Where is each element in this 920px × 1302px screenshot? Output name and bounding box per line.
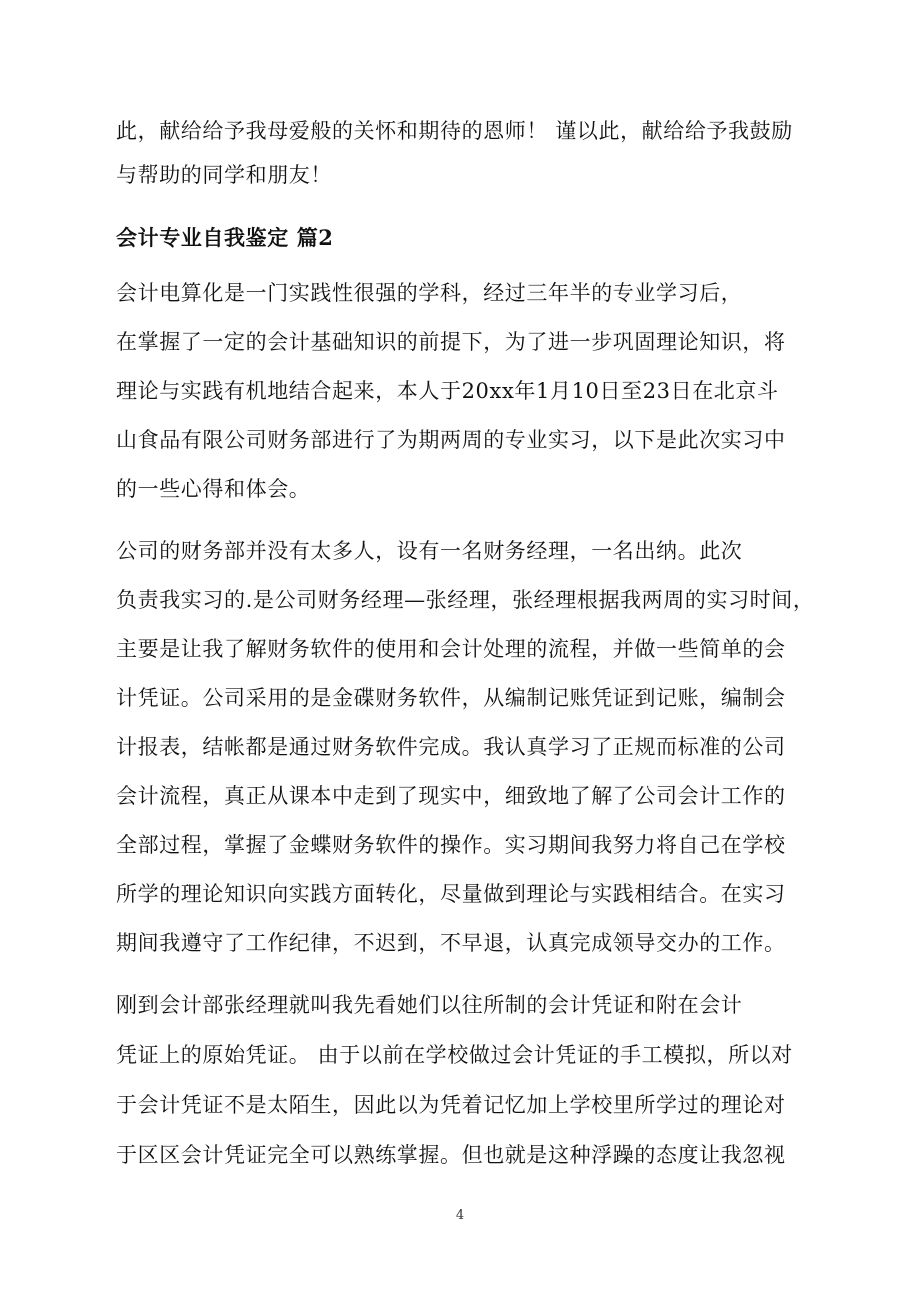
text-line: 山食品有限公司财务部进行了为期两周的专业实习，以下是此次实习中	[116, 428, 786, 452]
paragraph-start-line: 刚到会计部张经理就叫我先看她们以往所制的会计凭证和附在会计	[116, 993, 743, 1017]
text-line: 全部过程，掌握了金蝶财务软件的操作。实习期间我努力将自己在学校	[116, 833, 786, 857]
text-line: 与帮助的同学和朋友！	[116, 163, 332, 187]
text-line: 期间我遵守了工作纪律，不迟到，不早退，认真完成领导交办的工作。	[116, 931, 786, 955]
text-line: 会计流程，真正从课本中走到了现实中，细致地了解了公司会计工作的	[116, 784, 786, 808]
text-line: 计报表，结帐都是通过财务软件完成。我认真学习了正规而标准的公司	[116, 735, 786, 759]
text-line: 理论与实践有机地结合起来，本人于20xx年1月10日至23日在北京斗	[116, 379, 779, 403]
text-line: 计凭证。公司采用的是金碟财务软件，从编制记账凭证到记账，编制会	[116, 686, 786, 710]
text-line: 所学的理论知识向实践方面转化，尽量做到理论与实践相结合。在实习	[116, 882, 786, 906]
text-line: 的一些心得和体会。	[116, 477, 311, 501]
text-line: 于区区会计凭证完全可以熟练掌握。但也就是这种浮躁的态度让我忽视	[116, 1143, 786, 1167]
text-line: 在掌握了一定的会计基础知识的前提下，为了进一步巩固理论知识，将	[116, 330, 786, 354]
paragraph-start-line: 公司的财务部并没有太多人，设有一名财务经理，一名出纳。此次	[116, 539, 743, 563]
text-line: 负责我实习的.是公司财务经理—张经理，张经理根据我两周的实习时间，	[116, 588, 815, 612]
text-line: 凭证上的原始凭证。 由于以前在学校做过会计凭证的手工模拟，所以对	[116, 1043, 793, 1067]
page-number: 4	[455, 1208, 465, 1223]
text-line: 于会计凭证不是太陌生，因此以为凭着记忆加上学校里所学过的理论对	[116, 1093, 786, 1117]
text-line: 此，献给给予我母爱般的关怀和期待的恩师！ 谨以此，献给给予我鼓励	[116, 119, 793, 143]
paragraph-start-line: 会计电算化是一门实践性很强的学科，经过三年半的专业学习后，	[116, 281, 743, 305]
section-heading: 会计专业自我鉴定 篇2	[116, 225, 334, 250]
text-line: 主要是让我了解财务软件的使用和会计处理的流程，并做一些简单的会	[116, 637, 786, 661]
